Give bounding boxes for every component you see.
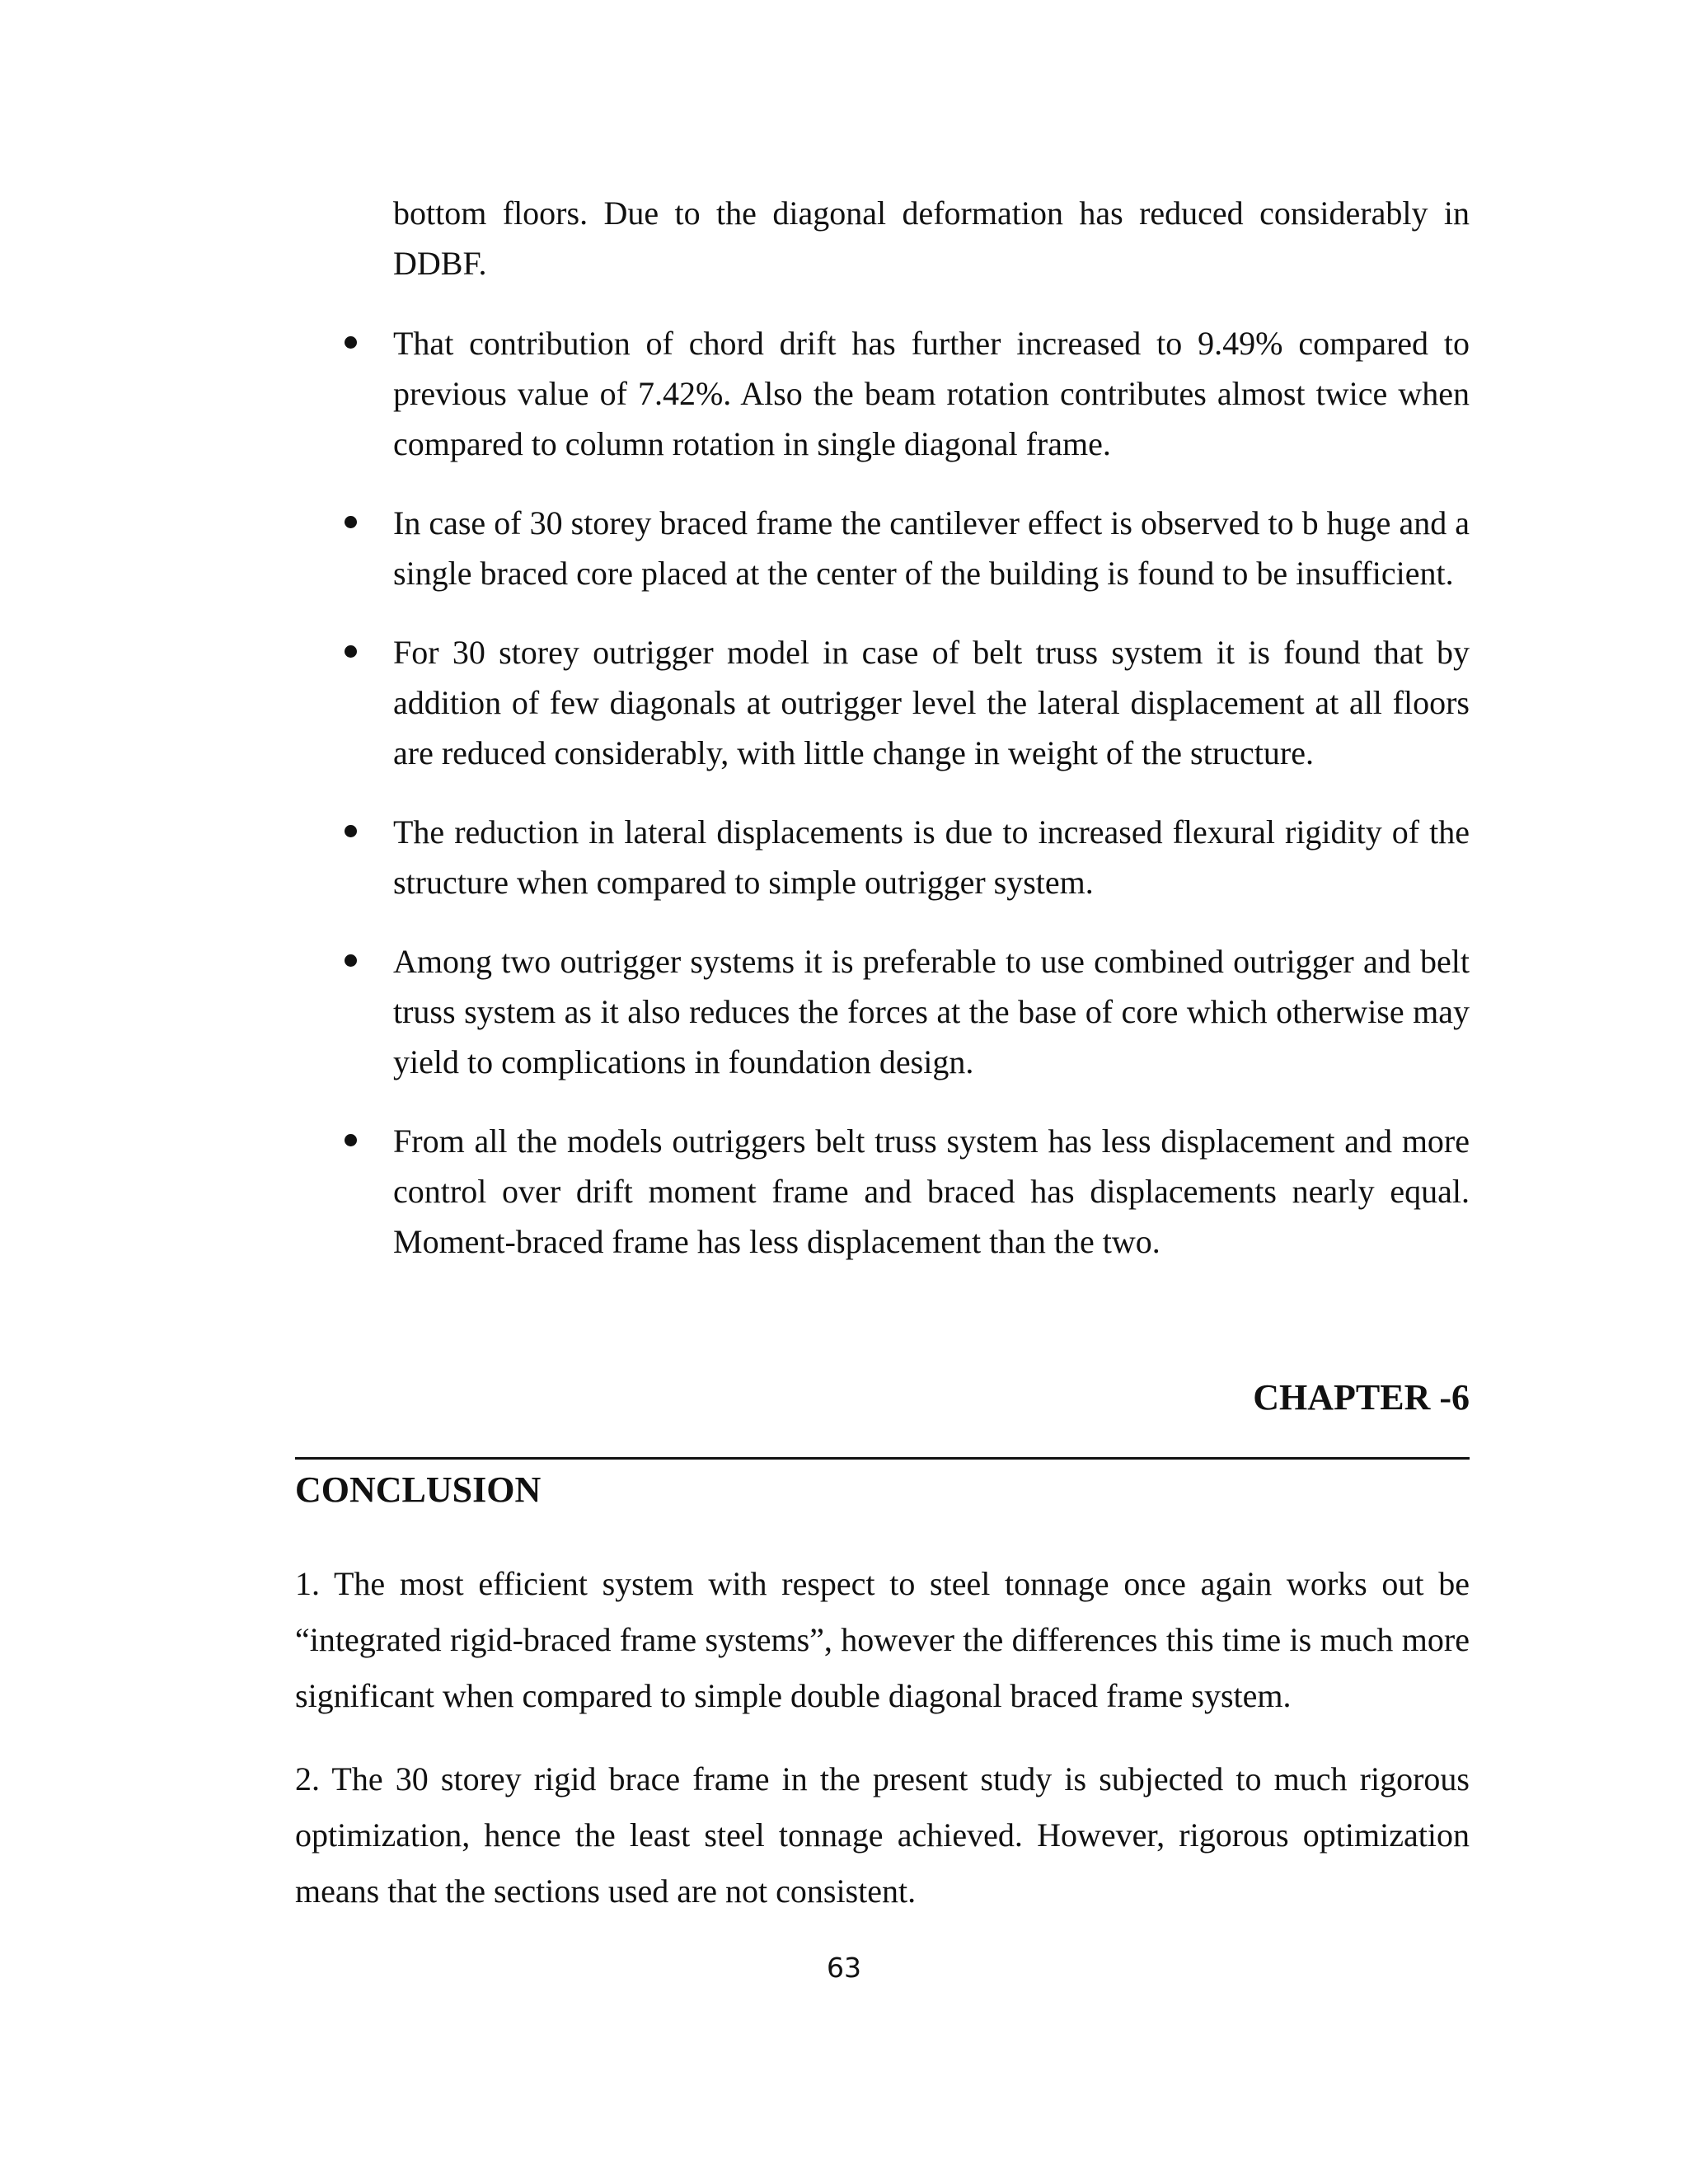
conclusion-body: [295, 1556, 1470, 1947]
bullet-item: [0, 1116, 1688, 1267]
bullet-item: [0, 498, 1688, 598]
bullet-dot-icon: [345, 1134, 357, 1146]
bullet-text: For 30 storey outrigger model in case of belt truss system it is found that by addition of few diagonals at outrigger level the lateral displacement at all floors are reduced considerably, with little change in weight of the structure.: [393, 634, 1470, 771]
bullet-text: From all the models outriggers belt truss system has less displacement and more control over drift moment frame and braced has displacements nearly equal. Moment-braced frame has less displacement than the two.: [393, 1122, 1470, 1260]
bullet-text: Among two outrigger systems it is preferable to use combined outrigger and belt truss system as it also reduces the forces at the base of core which otherwise may yield to complications in foundation design.: [393, 943, 1470, 1080]
bullet-dot-icon: [345, 645, 357, 658]
conclusion-paragraph: 1. The most efficient system with respect to steel tonnage once again works out be “integrated rigid-braced frame systems”, however the differences this time is much more significant when compared to simple double diagonal braced frame system.: [295, 1565, 1470, 1714]
bullet-dot-icon: [345, 336, 357, 349]
bullet-dot-icon: [345, 825, 357, 837]
findings-bullet-list: [0, 318, 1688, 1296]
bullet-item: [0, 318, 1688, 469]
bullet-text: The reduction in lateral displacements is due to increased flexural rigidity of the structure when compared to simple outrigger system.: [393, 813, 1470, 901]
bullet-text: That contribution of chord drift has further increased to 9.49% compared to previous value of 7.42%. Also the beam rotation contributes almost twice when compared to column rotation in single diagonal frame.: [393, 325, 1470, 462]
bullet-text: In case of 30 storey braced frame the cantilever effect is observed to b huge and a single braced core placed at the center of the building is found to be insufficient.: [393, 504, 1470, 592]
bullet-item: [0, 936, 1688, 1087]
bullet-item: [0, 627, 1688, 778]
chapter-divider: [295, 1457, 1470, 1460]
bullet-dot-icon: [345, 516, 357, 528]
conclusion-paragraph: 2. The 30 storey rigid brace frame in the present study is subjected to much rigorous optimization, hence the least steel tonnage achieved. However, rigorous optimization means that the sections used are not consistent.: [295, 1760, 1470, 1910]
conclusion-heading: CONCLUSION: [295, 1469, 542, 1510]
chapter-label: CHAPTER -6: [1253, 1377, 1470, 1418]
continuation-paragraph: bottom floors. Due to the diagonal deformation has reduced considerably in DDBF.: [393, 194, 1470, 282]
bullet-dot-icon: [345, 954, 357, 967]
bullet-item: [0, 807, 1688, 907]
page-number: 63: [827, 1952, 861, 1984]
